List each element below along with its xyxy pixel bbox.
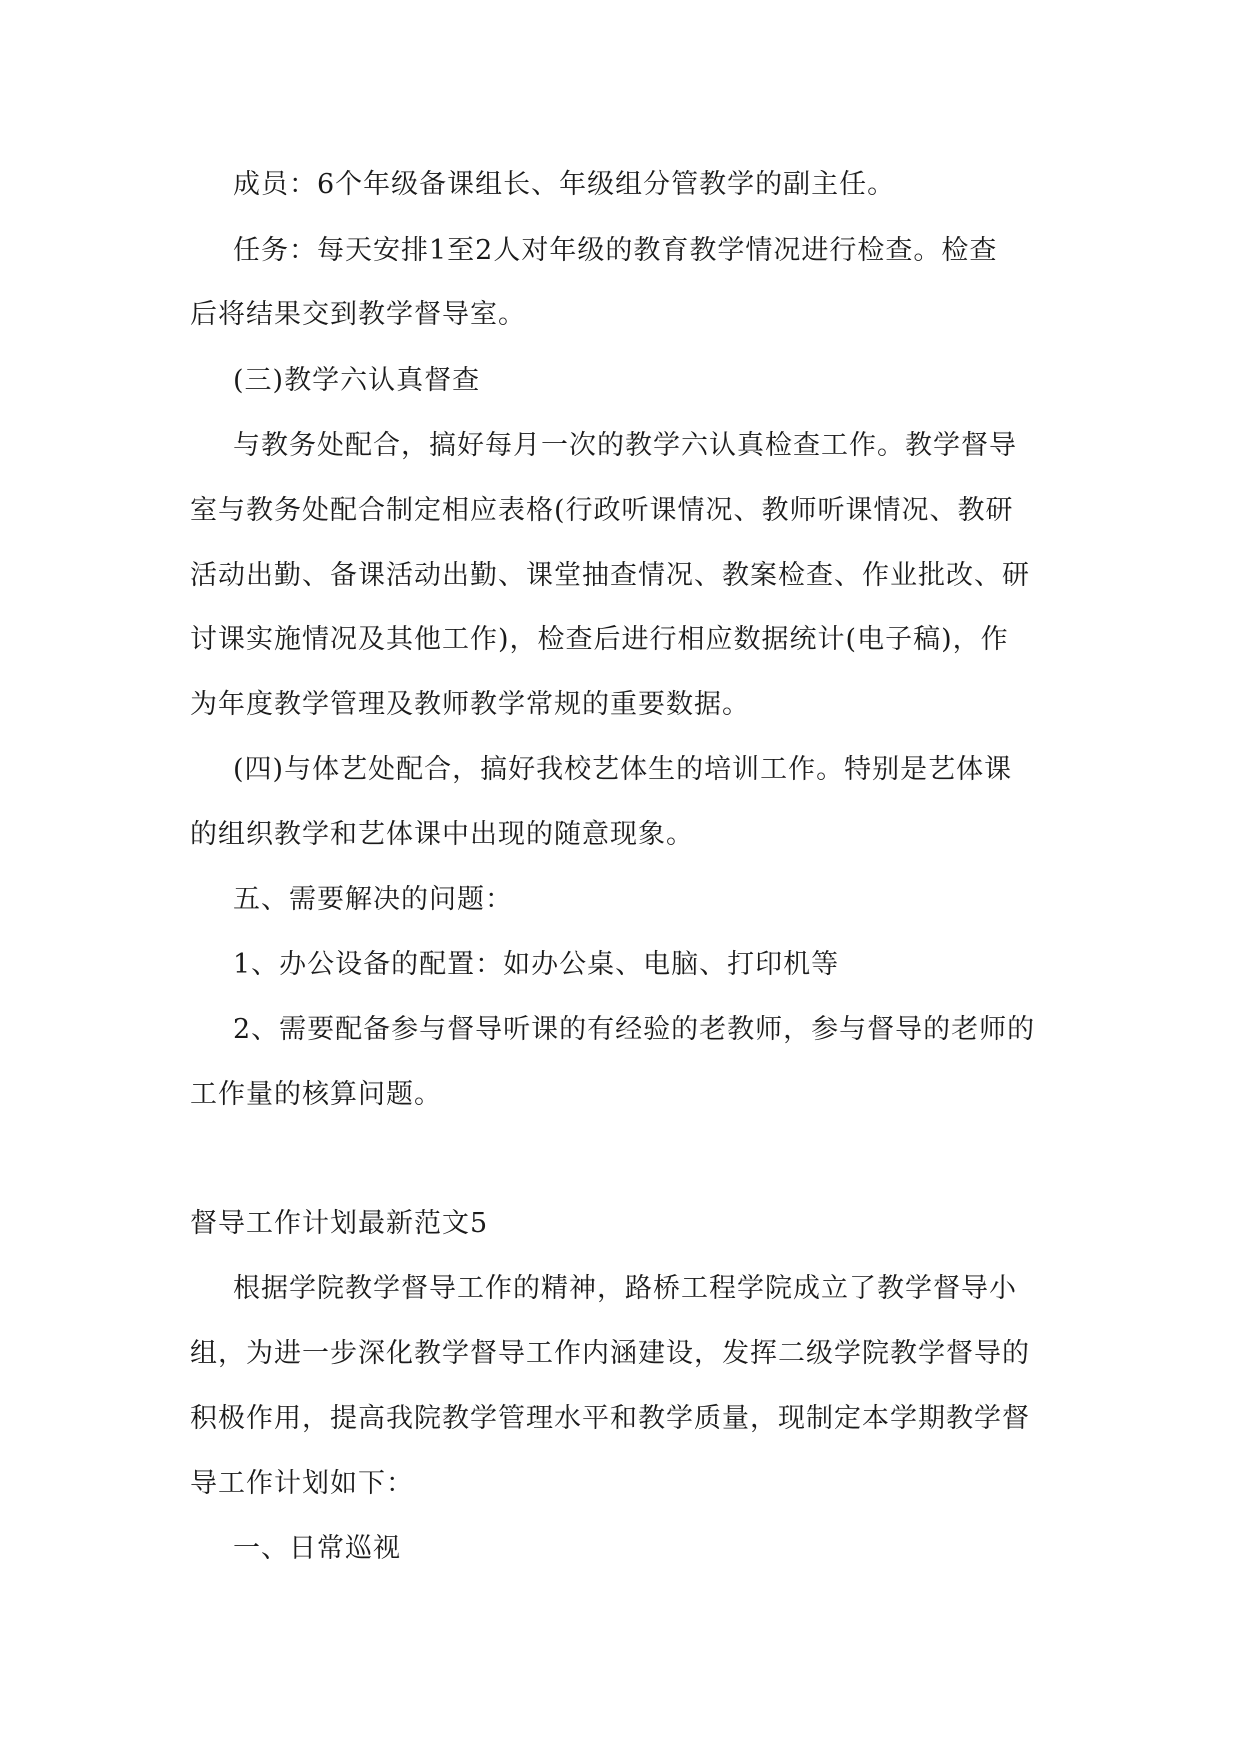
text-line: 组，为进一步深化教学督导工作内涵建设，发挥二级学院教学督导的 xyxy=(190,1338,1030,1369)
text-line: 导工作计划如下： xyxy=(190,1468,414,1499)
text-line: 室与教务处配合制定相应表格(行政听课情况、教师听课情况、教研 xyxy=(190,495,1014,526)
text-line: 1、办公设备的配置：如办公桌、电脑、打印机等 xyxy=(233,949,840,980)
text-line: 成员：6个年级备课组长、年级组分管教学的副主任。 xyxy=(233,169,896,200)
section-heading: 五、需要解决的问题： xyxy=(233,884,513,915)
text-line: 与教务处配合，搞好每月一次的教学六认真检查工作。教学督导 xyxy=(233,430,1017,461)
text-line: 讨课实施情况及其他工作)，检查后进行相应数据统计(电子稿)，作 xyxy=(190,624,1009,655)
text-line: 活动出勤、备课活动出勤、课堂抽查情况、教案检查、作业批改、研 xyxy=(190,560,1030,591)
section-heading: (三)教学六认真督查 xyxy=(233,365,481,396)
text-line: 为年度教学管理及教师教学常规的重要数据。 xyxy=(190,689,750,720)
text-line: 积极作用，提高我院教学管理水平和教学质量，现制定本学期教学督 xyxy=(190,1403,1030,1434)
text-line: 根据学院教学督导工作的精神，路桥工程学院成立了教学督导小 xyxy=(233,1273,1017,1304)
document-title: 督导工作计划最新范文5 xyxy=(190,1208,489,1239)
text-line: 的组织教学和艺体课中出现的随意现象。 xyxy=(190,819,694,850)
section-heading: 一、日常巡视 xyxy=(233,1533,401,1564)
text-line: 任务：每天安排1至2人对年级的教育教学情况进行检查。检查 xyxy=(233,235,998,266)
text-line: 2、需要配备参与督导听课的有经验的老教师，参与督导的老师的 xyxy=(233,1014,1036,1045)
text-line: 后将结果交到教学督导室。 xyxy=(190,299,526,330)
text-line: 工作量的核算问题。 xyxy=(190,1079,442,1110)
text-line: (四)与体艺处配合，搞好我校艺体生的培训工作。特别是艺体课 xyxy=(233,754,1013,785)
